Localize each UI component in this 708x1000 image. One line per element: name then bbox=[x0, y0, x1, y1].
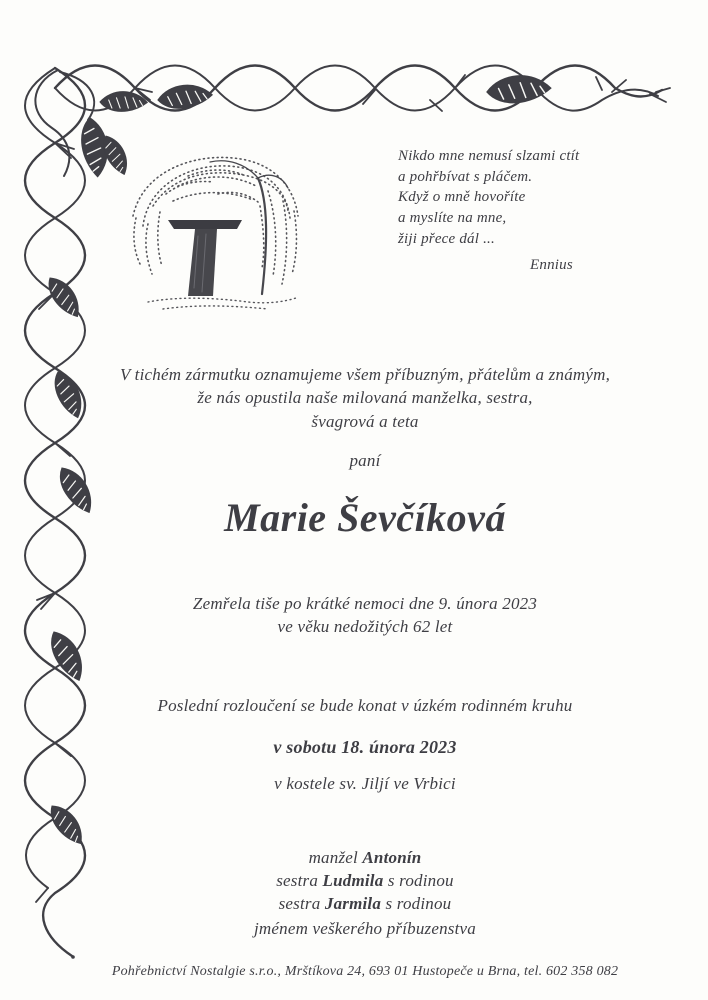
mourner-suffix: s rodinou bbox=[381, 894, 452, 914]
death-info bbox=[105, 592, 625, 639]
mourner-line bbox=[105, 846, 625, 869]
announcement-line: V tichém zármutku oznamujeme všem příbuzným, přátelům a známým, bbox=[119, 365, 611, 384]
mourner-line bbox=[105, 869, 625, 892]
deceased-name: Marie Ševčíková bbox=[224, 495, 506, 540]
mourner-relation: manžel bbox=[308, 848, 363, 867]
mourner-name: Ludmila bbox=[322, 871, 384, 891]
mourner-name: Jarmila bbox=[324, 894, 382, 914]
poem-line: Nikdo mne nemusí slzami ctít bbox=[398, 148, 580, 164]
mourner-name: Antonín bbox=[362, 848, 422, 867]
poem-line: a myslíte na mne, bbox=[398, 210, 507, 227]
mourner-relation: sestra bbox=[276, 871, 323, 891]
announcement-text bbox=[105, 363, 625, 433]
death-info-line: Zemřela tiše po krátké nemoci dne 9. února 2023 bbox=[192, 594, 538, 613]
memorial-poem bbox=[398, 146, 658, 276]
announcement-line: že nás opustila naše milovaná manželka, sestra, bbox=[197, 388, 533, 408]
funeral-home-footer: Pohřebnictví Nostalgie s.r.o., Mrštíkova 24, 693 01 Hustopeče u Brna, tel. 602 358 082 bbox=[111, 964, 619, 979]
salutation: paní bbox=[349, 451, 381, 470]
mourner-suffix: s rodinou bbox=[383, 871, 454, 891]
poem-author: Ennius bbox=[530, 257, 573, 274]
poem-line: Když o mně hovoříte bbox=[398, 189, 526, 206]
mourners-closing: jménem veškerého příbuzenstva bbox=[253, 919, 476, 938]
willow-tree-illustration bbox=[118, 146, 318, 318]
mourner-line bbox=[105, 892, 625, 915]
death-info-line: ve věku nedožitých 62 let bbox=[277, 617, 453, 637]
funeral-announcement-line: Poslední rozloučení se bude konat v úzkém rodinném kruhu bbox=[157, 696, 573, 715]
announcement-line: švagrová a teta bbox=[311, 411, 419, 431]
funeral-place: v kostele sv. Jiljí ve Vrbici bbox=[274, 774, 456, 793]
mourner-relation: sestra bbox=[278, 894, 325, 914]
funeral-date: v sobotu 18. února 2023 bbox=[273, 737, 457, 757]
mourners-list bbox=[105, 846, 625, 915]
poem-line: žiji přece dál ... bbox=[398, 230, 495, 247]
poem-line: a pohřbívat s pláčem. bbox=[398, 168, 533, 185]
